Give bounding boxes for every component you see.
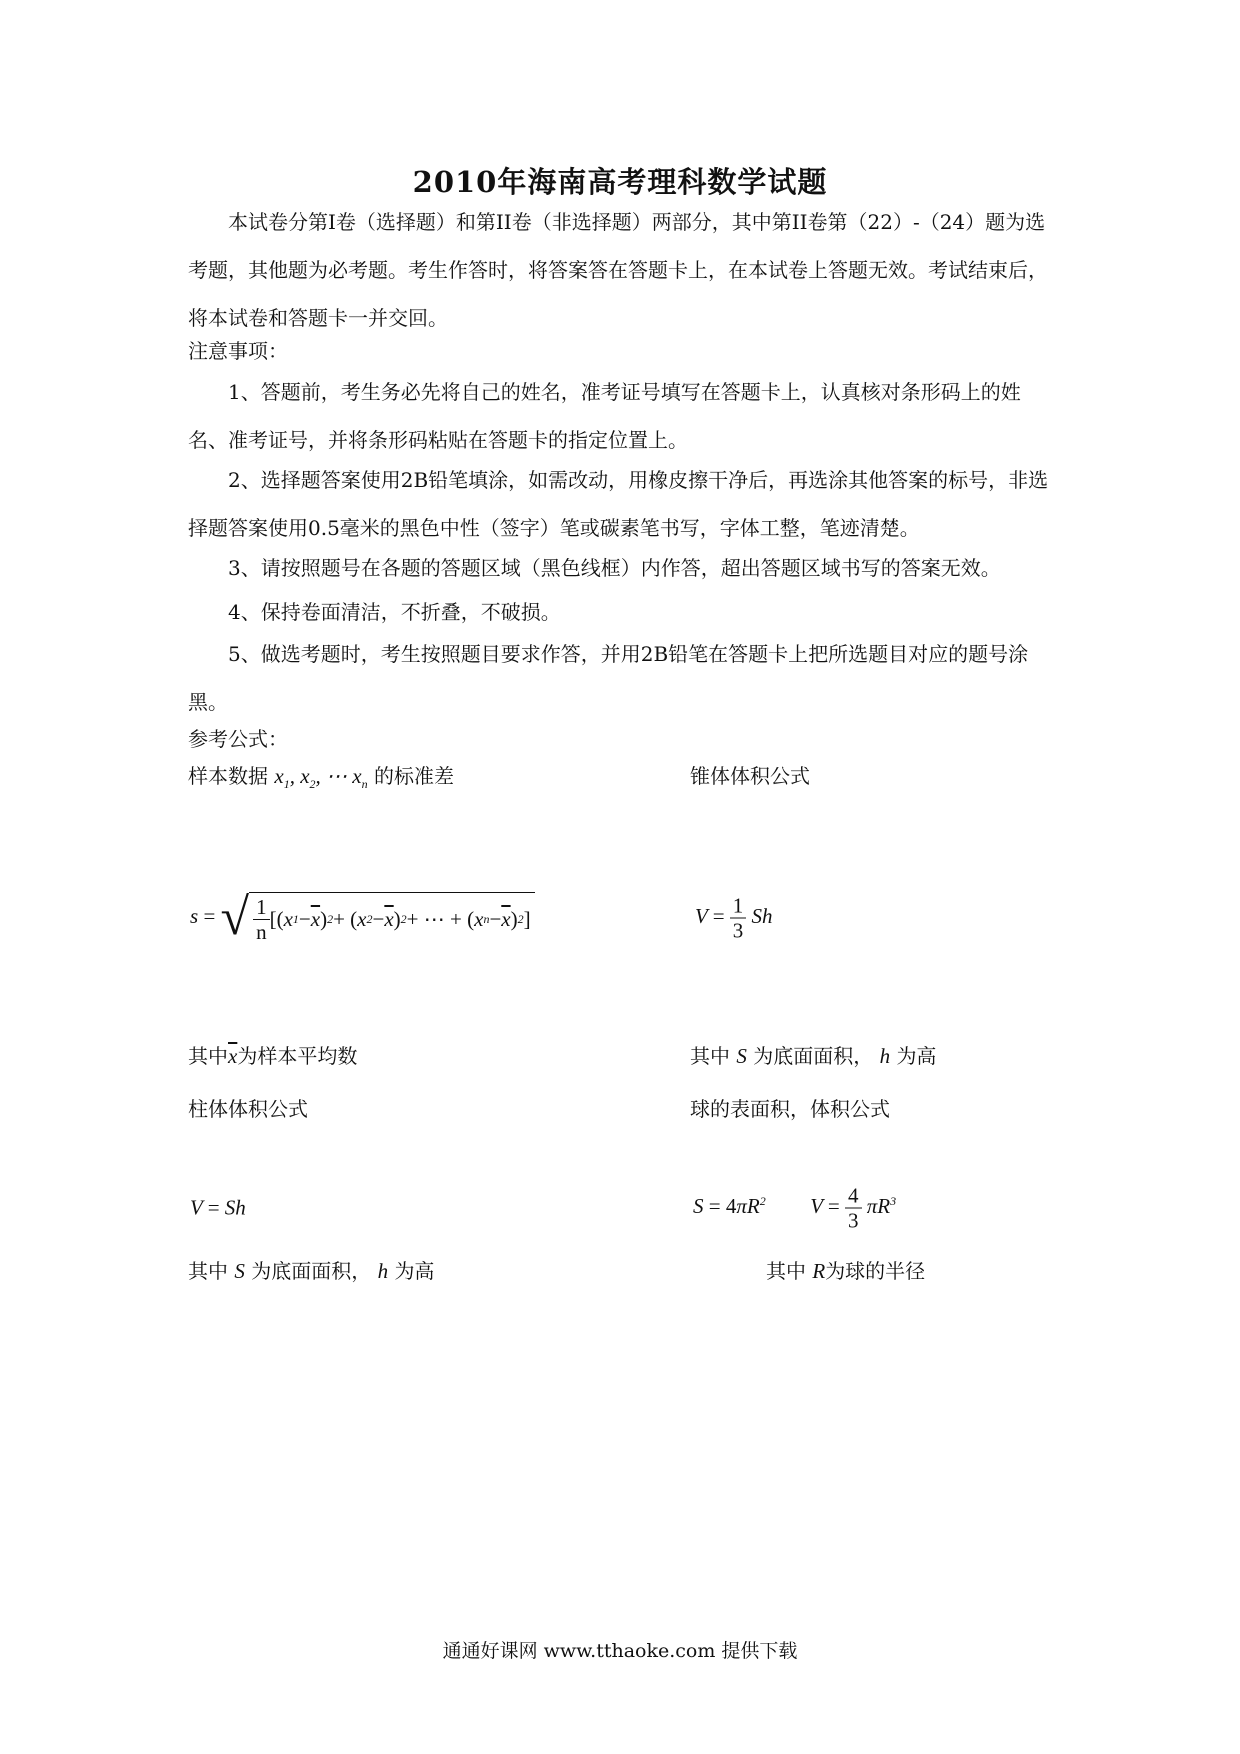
note-item-3: 3、请按照题号在各题的答题区域（黑色线框）内作答，超出答题区域书写的答案无效。 [228,556,1001,580]
mean-symbol: $\overline{x}$ [228,1044,238,1068]
std-dev-formula: s = √ $\frac{1}{n}$ [( x 1 − $\overline{x}$ ) 2 + ( x 2 − $\overline{x}$ ) 2 + ⋯ + ( x n − $\overline{x}$ ) 2 ] [190,892,535,944]
note-item-4: 4、保持卷面清洁，不折叠，不破损。 [228,600,561,624]
cone-volume-formula: V = $\frac{1}{3}$ Sh [695,893,773,943]
prism-volume-note: 其中 S 为底面面积， h 为高 [188,1259,435,1283]
notes-heading: 注意事项： [188,339,288,363]
note-item-5: 5、做选考题时，考生按照题目要求作答，并用2B铅笔在答题卡上把所选题目对应的题号涂黑。 [188,642,1029,714]
prism-volume-formula: V = Sh [190,1195,246,1220]
intro-paragraph: 本试卷分第Ⅰ卷（选择题）和第II卷（非选择题）两部分，其中第II卷第（22）-（24）题为选考题，其他题为必考题。考生作答时，将答案答在答题卡上，在本试卷上答题无效。考试结束后，将本试卷和答题卡一并交回。 [188,210,1048,330]
page-title: 2010年海南高考理科数学试题 [412,165,828,199]
std-dev-note: 其中$\overline{x}$为样本平均数 [188,1044,358,1068]
std-dev-label: 样本数据 $x_1$, $x_2$, ⋯ $x_n$ 的标准差 [188,764,454,792]
sphere-formula-label: 球的表面积，体积公式 [690,1097,890,1121]
sphere-radius-note: 其中 R为球的半径 [766,1259,926,1283]
sample-sequence-math: $x_1$, $x_2$, ⋯ $x_n$ [274,764,368,792]
footer-credit: 通通好课网 www.tthaoke.com 提供下载 [442,1640,798,1662]
note-item-2: 2、选择题答案使用2B铅笔填涂，如需改动，用橡皮擦干净后，再选涂其他答案的标号，非选择题答案使用0.5毫米的黑色中性（签字）笔或碳素笔书写，字体工整，笔迹清楚。 [188,468,1049,540]
prism-volume-label: 柱体体积公式 [188,1097,308,1121]
cone-volume-label: 锥体体积公式 [690,764,810,788]
formulas-heading: 参考公式： [188,727,288,751]
sphere-formulas: $S = 4\pi R^2$ V = $\frac{4}{3}$ $\pi R^3$ [693,1183,897,1233]
note-item-1: 1、答题前，考生务必先将自己的姓名，准考证号填写在答题卡上，认真核对条形码上的姓名、准考证号，并将条形码粘贴在答题卡的指定位置上。 [188,380,1021,452]
cone-volume-note: 其中 S 为底面面积， h 为高 [690,1044,937,1068]
